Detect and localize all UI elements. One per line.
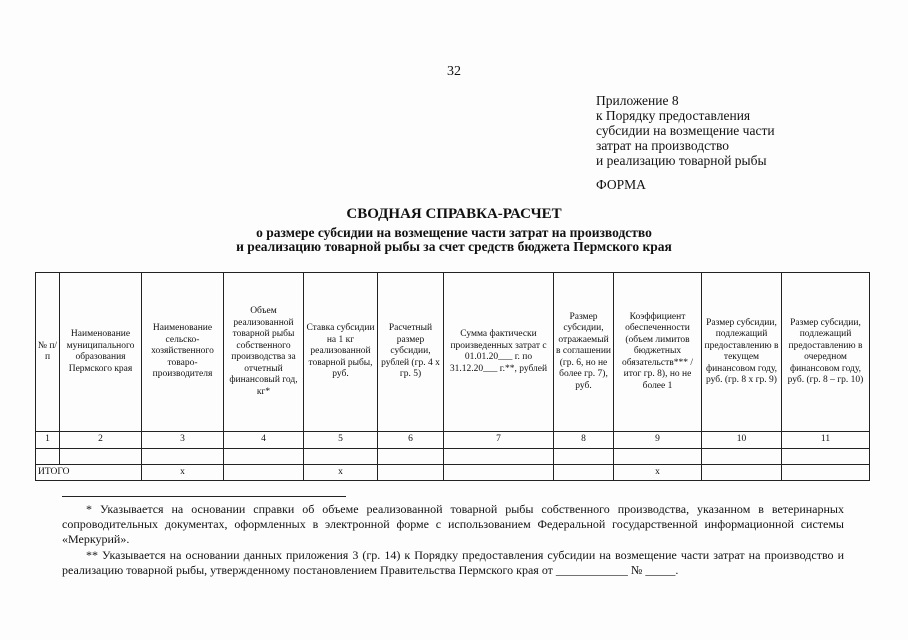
header-cell: Размер субсидии, отражаемый в соглашении (гр. 6, но не более гр. 7), руб. (554, 273, 614, 432)
header-cell: Расчетный размер субсидии, рублей (гр. 4 х гр. 5) (378, 273, 444, 432)
table-header-row (36, 273, 870, 432)
footnote-divider (62, 496, 346, 497)
column-number: 11 (782, 432, 870, 449)
appendix-line: субсидии на возмещение части (596, 123, 775, 138)
appendix-line: и реализацию товарной рыбы (596, 153, 767, 168)
column-number: 3 (142, 432, 224, 449)
column-number: 8 (554, 432, 614, 449)
table-cell (702, 449, 782, 465)
column-number-row (36, 432, 870, 449)
table-cell (60, 449, 142, 465)
table-cell (782, 449, 870, 465)
appendix-block (596, 93, 775, 168)
total-mark: х (614, 465, 702, 481)
table-cell (142, 449, 224, 465)
total-label: ИТОГО (36, 465, 142, 481)
table-row (36, 449, 870, 465)
footnote-2-text: ** Указывается на основании данных приложения 3 (гр. 14) к Порядку предоставления субсидии на возмещение части затрат на производство и реализацию товарной рыбы, утвержденному постановлением Правительства Пермского края от ____________ № _____. (62, 548, 844, 577)
header-cell: № п/п (36, 273, 60, 432)
total-cell (782, 465, 870, 481)
table-cell (444, 449, 554, 465)
header-cell: Объем реализованной товарной рыбы собственного производства за отчетный финансовый год, кг* (224, 273, 304, 432)
total-mark: х (304, 465, 378, 481)
appendix-line: к Порядку предоставления (596, 108, 751, 123)
header-cell: Размер субсидии, подлежащий предоставлению в очередном финансовом году, руб. (гр. 8 – гр. 10) (782, 273, 870, 432)
total-cell (378, 465, 444, 481)
table-cell (36, 449, 60, 465)
column-number: 6 (378, 432, 444, 449)
column-number: 2 (60, 432, 142, 449)
total-cell (444, 465, 554, 481)
column-number: 7 (444, 432, 554, 449)
total-mark: х (142, 465, 224, 481)
calculation-table (35, 272, 870, 481)
appendix-line: Приложение 8 (596, 93, 679, 108)
column-number: 10 (702, 432, 782, 449)
table-cell (378, 449, 444, 465)
column-number: 5 (304, 432, 378, 449)
table-cell (614, 449, 702, 465)
document-subtitle (0, 226, 908, 254)
total-cell (224, 465, 304, 481)
document-title: СВОДНАЯ СПРАВКА-РАСЧЕТ (346, 206, 562, 222)
table-cell (224, 449, 304, 465)
total-cell (554, 465, 614, 481)
column-number: 1 (36, 432, 60, 449)
table-cell (304, 449, 378, 465)
footnote-1-text: * Указывается на основании справки об объеме реализованной товарной рыбы собственного производства, указанном в ветеринарных сопроводительных документах, оформленных в электронной форме с использованием Федеральной государственной информационной системы «Меркурий». (62, 502, 844, 546)
header-cell: Наименование сельско-хозяйственного товаро-производителя (142, 273, 224, 432)
header-cell: Коэффициент обеспеченности (объем лимитов бюджетных обязательств*** / итог гр. 8), но не более 1 (614, 273, 702, 432)
appendix-line: затрат на производство (596, 138, 730, 153)
footnote-2 (62, 548, 844, 578)
footnote-1 (62, 502, 844, 547)
header-cell: Размер субсидии, подлежащий предоставлению в текущем финансовом году, руб. (гр. 8 х гр. 9) (702, 273, 782, 432)
header-cell: Ставка субсидии на 1 кг реализованной товарной рыбы, руб. (304, 273, 378, 432)
subtitle-line-1: о размере субсидии на возмещение части затрат на производство (256, 225, 652, 240)
column-number: 4 (224, 432, 304, 449)
table-cell (554, 449, 614, 465)
page-number: 32 (447, 64, 461, 79)
subtitle-line-2: и реализацию товарной рыбы за счет средств бюджета Пермского края (236, 239, 672, 254)
header-cell: Сумма фактически произведенных затрат с 01.01.20___ г. по 31.12.20___ г.**, рублей (444, 273, 554, 432)
total-cell (702, 465, 782, 481)
header-cell: Наименование муниципального образования Пермского края (60, 273, 142, 432)
total-row (36, 465, 870, 481)
form-label: ФОРМА (596, 177, 646, 192)
column-number: 9 (614, 432, 702, 449)
